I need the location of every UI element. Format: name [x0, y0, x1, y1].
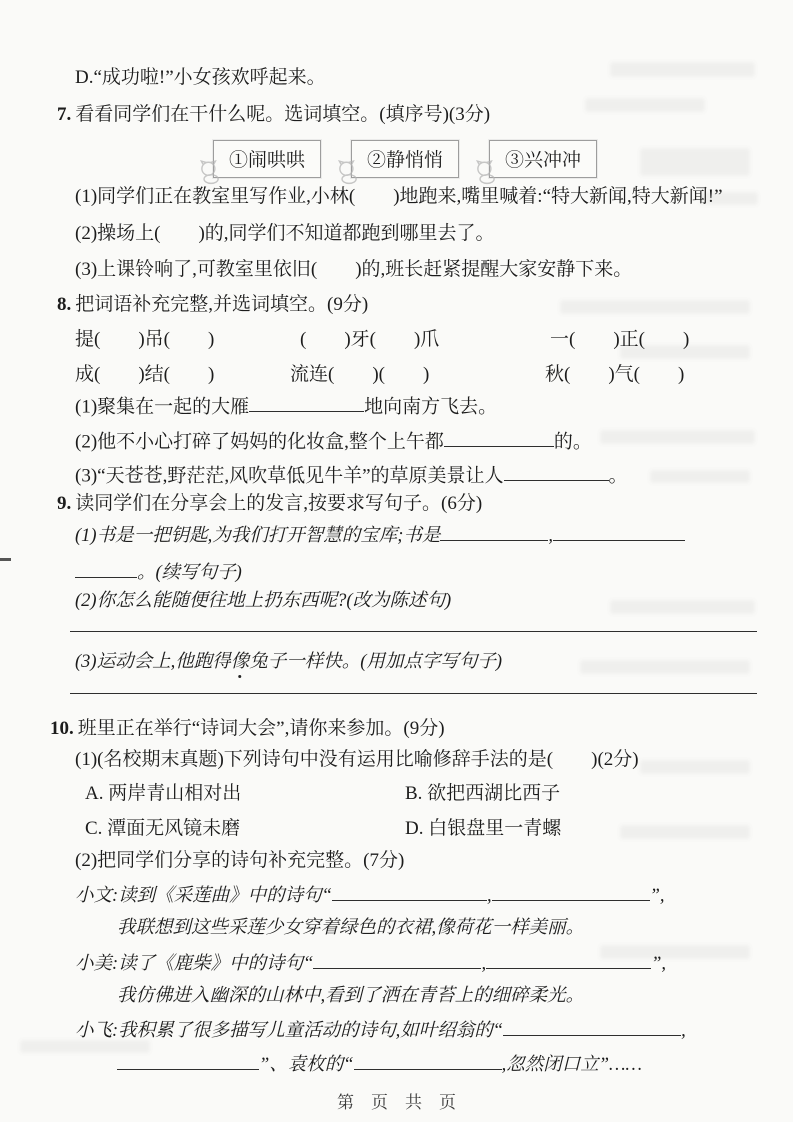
- q10-xiaowen-line-1: [75, 881, 665, 908]
- q9-stem: [57, 492, 482, 516]
- answer-blank: [553, 521, 685, 541]
- word-bank-word-1: ①闹哄哄: [229, 150, 306, 171]
- q10-stem: [50, 717, 445, 741]
- q10-xiaowen-line-2: 我联想到这些采莲少女穿着绿色的衣裙,像荷花一样美丽。: [117, 918, 585, 938]
- q8-word-r2c2: 流连( )( ): [290, 364, 430, 385]
- bleed-through-artifact: [620, 825, 750, 839]
- word-bank-box-3: [489, 140, 597, 178]
- text-segment: (1)书是一把钥匙,为我们打开智慧的宝库;书是: [75, 525, 441, 546]
- text-segment: (3)“天苍苍,野茫茫,风吹草低见牛羊”的草原美景让人: [75, 465, 504, 487]
- q8-word-r2c1: 成( )结( ): [75, 364, 215, 385]
- word-bank-box-2: [351, 140, 459, 178]
- q10-xiaomei-line-1: [75, 949, 666, 976]
- q8-word-r1c1: 提( )吊( ): [75, 329, 215, 350]
- q10-option-a: A. 两岸青山相对出: [85, 783, 242, 804]
- q9-item-2-answer-line: [70, 631, 757, 632]
- text-segment: ”,: [651, 953, 666, 974]
- word-bank-word-2: ②静悄悄: [367, 150, 444, 171]
- answer-blank: [117, 1050, 259, 1070]
- text-segment: ,: [481, 953, 487, 974]
- q8-word-r2c3: 秋( )气( ): [545, 364, 685, 385]
- q7-item-3: (3)上课铃响了,可教室里依旧( )的,班长赶紧提醒大家安静下来。: [75, 259, 633, 280]
- text-segment: 小飞:我积累了很多描写儿童活动的诗句,如叶绍翁的“: [75, 1020, 504, 1041]
- q8-stem: [57, 293, 368, 317]
- animal-mascot-icon: [197, 159, 223, 185]
- answer-blank: [444, 427, 554, 447]
- text-segment: (3)运动会上,他跑得: [75, 652, 231, 672]
- text-segment: 小文:读到《采莲曲》中的诗句“: [75, 885, 332, 906]
- q8-word-r1c2: ( )牙( )爪: [300, 329, 440, 350]
- text-segment: 的。: [553, 431, 592, 453]
- q8-word-r1c3: 一( )正( ): [550, 329, 690, 350]
- q8-item-2: [75, 427, 592, 454]
- word-bank-box-1: [213, 140, 321, 178]
- text-segment: ,: [548, 525, 553, 546]
- text-segment: 地向南方飞去。: [364, 396, 498, 418]
- q8-number: 8.: [57, 294, 72, 315]
- page-footer: 第 页 共 页: [337, 1093, 456, 1112]
- bleed-through-artifact: [610, 600, 755, 614]
- q10-xiaofei-line-1: [75, 1016, 686, 1043]
- text-segment: 兔子一样快。(用加点字写句子): [249, 652, 503, 672]
- answer-blank: [332, 881, 487, 901]
- answer-blank: [504, 461, 609, 481]
- q10-option-c: C. 潭面无风镜未磨: [85, 818, 241, 839]
- text-segment: (1)聚集在一起的大雁: [75, 396, 250, 418]
- bleed-through-artifact: [600, 430, 755, 444]
- q7-stem: [57, 103, 490, 127]
- text-segment: 小美:读了《鹿柴》中的诗句“: [75, 953, 314, 974]
- answer-blank: [503, 1016, 681, 1036]
- answer-blank: [313, 949, 481, 969]
- q8-stem-text: 把词语补充完整,并选词填空。(9分): [75, 294, 369, 315]
- bleed-through-artifact: [640, 148, 750, 176]
- q7-stem-text: 看看同学们在干什么呢。选词填空。(填序号)(3分): [75, 104, 491, 125]
- q10-item-1: (1)(名校期末真题)下列诗句中没有运用比喻修辞手法的是( )(2分): [75, 749, 639, 770]
- bleed-through-artifact: [610, 62, 755, 77]
- text-segment: 。: [608, 465, 628, 487]
- emphasized-char: 像: [231, 651, 250, 674]
- text-segment: 。(续写句子): [137, 562, 242, 583]
- q10-number: 10.: [50, 718, 74, 739]
- bleed-through-artifact: [585, 98, 705, 112]
- answer-blank: [492, 881, 650, 901]
- answer-blank: [249, 392, 364, 412]
- bleed-through-artifact: [650, 470, 750, 483]
- bleed-through-artifact: [580, 660, 750, 674]
- q9-stem-text: 读同学们在分享会上的发言,按要求写句子。(6分): [75, 493, 483, 514]
- q10-xiaofei-line-2: [117, 1050, 642, 1077]
- animal-mascot-icon: [335, 159, 361, 185]
- q8-item-3: [75, 461, 628, 488]
- q10-stem-text: 班里正在举行“诗词大会”,请你来参加。(9分): [77, 718, 445, 739]
- q7-word-bank: [213, 140, 597, 178]
- q7-number: 7.: [57, 104, 72, 125]
- q9-item-1-line-1: [75, 521, 685, 548]
- q9-item-1-line-2: [75, 558, 242, 585]
- q9-item-3: [75, 651, 502, 674]
- q7-item-2: (2)操场上( )的,同学们不知道都跑到哪里去了。: [75, 223, 495, 244]
- text-segment: ,: [681, 1020, 686, 1041]
- q10-option-b: B. 欲把西湖比西子: [405, 783, 561, 804]
- bleed-through-artifact: [640, 760, 750, 774]
- answer-blank: [75, 558, 137, 578]
- text-segment: ”、袁枚的“: [259, 1054, 354, 1075]
- answer-blank: [486, 949, 651, 969]
- text-segment: ,忽然闭口立”……: [501, 1054, 642, 1075]
- page-edge-mark: [0, 558, 11, 561]
- q8-item-1: [75, 392, 497, 419]
- text-segment: ,: [486, 885, 492, 906]
- answer-blank: [440, 521, 548, 541]
- text-segment: ”,: [649, 885, 665, 906]
- q10-xiaomei-line-2: 我仿佛进入幽深的山林中,看到了洒在青苔上的细碎柔光。: [117, 986, 585, 1006]
- q10-item-2: (2)把同学们分享的诗句补充完整。(7分): [75, 850, 405, 871]
- q9-item-2: (2)你怎么能随便往地上扔东西呢?(改为陈述句): [75, 591, 452, 611]
- q9-number: 9.: [57, 493, 72, 514]
- text-segment: (2)他不小心打碎了妈妈的化妆盒,整个上午都: [75, 431, 444, 453]
- q10-option-d: D. 白银盘里一青螺: [405, 818, 562, 839]
- bleed-through-artifact: [560, 300, 750, 314]
- word-bank-word-3: ③兴冲冲: [505, 150, 582, 171]
- animal-mascot-icon: [473, 159, 499, 185]
- q9-item-3-answer-line: [70, 693, 757, 694]
- answer-blank: [354, 1050, 502, 1070]
- q7-item-1: (1)同学们正在教室里写作业,小林( )地跑来,嘴里喊着:“特大新闻,特大新闻!”: [75, 186, 723, 207]
- prev-option-d: D.“成功啦!”小女孩欢呼起来。: [75, 67, 326, 88]
